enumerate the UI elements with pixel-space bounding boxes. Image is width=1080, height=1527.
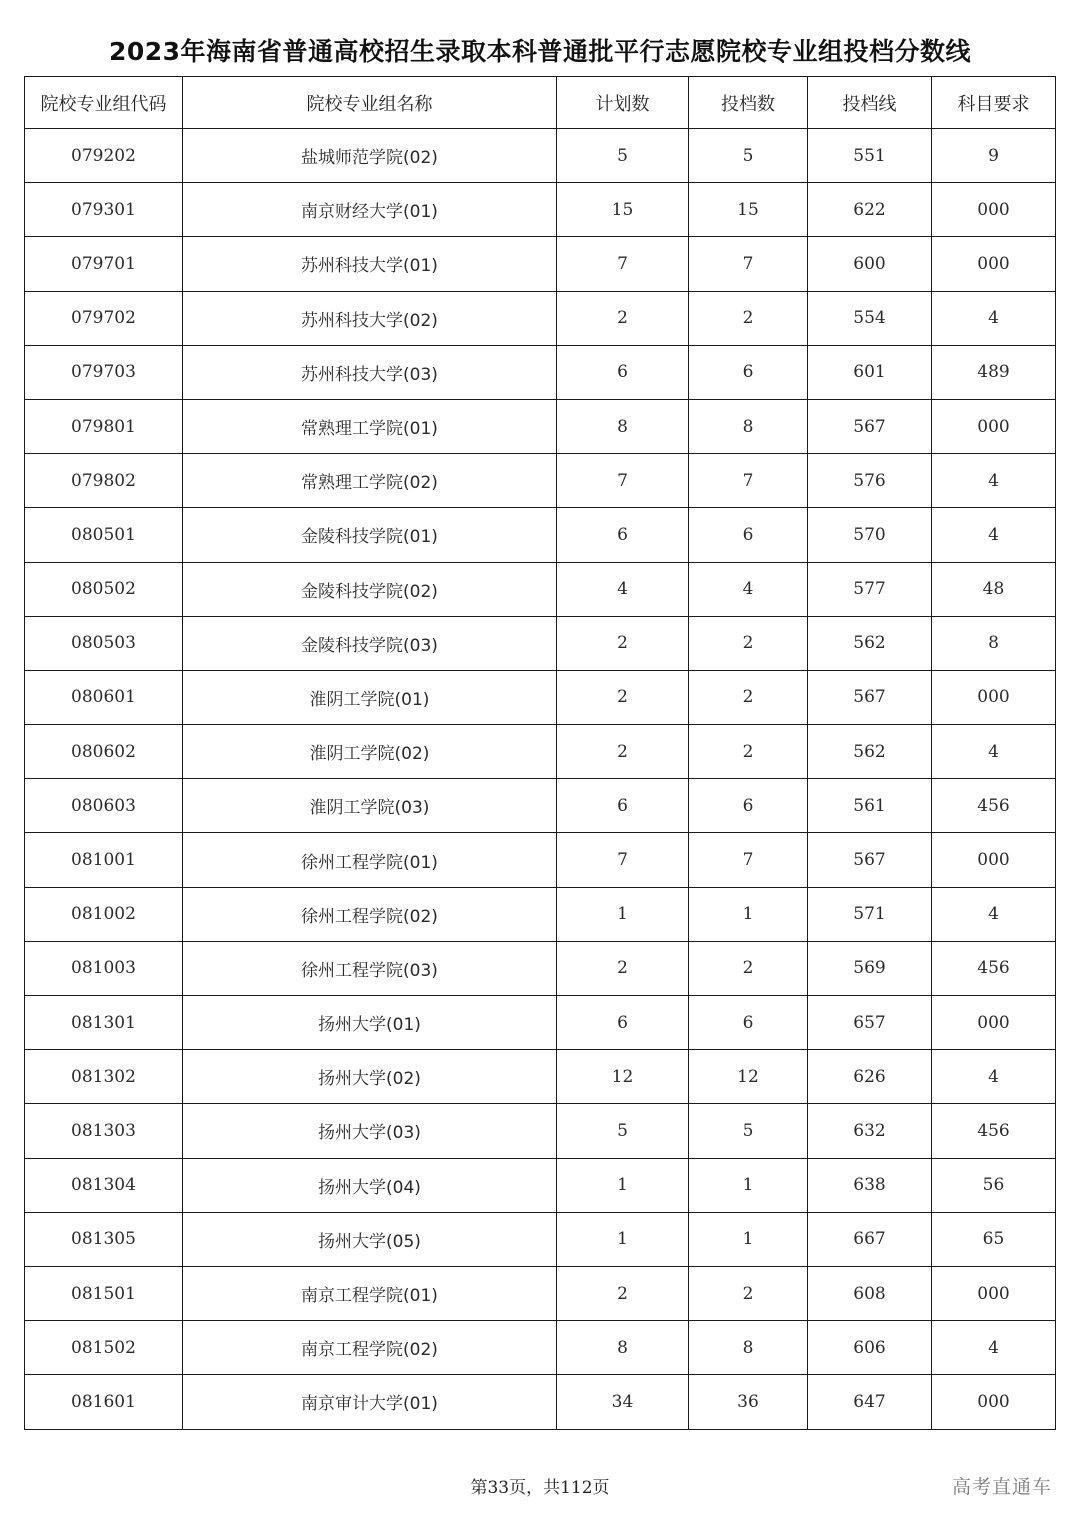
cell-group-code: 080501: [25, 508, 183, 562]
cell-subject-requirement: 9: [932, 129, 1056, 183]
cell-group-code: 079801: [25, 399, 183, 453]
table-row: [25, 399, 1056, 453]
cell-plan-count: 2: [557, 941, 689, 995]
cell-admitted-count: 7: [689, 833, 808, 887]
cell-subject-requirement: 456: [932, 779, 1056, 833]
cell-group-code: 081305: [25, 1212, 183, 1266]
table-row: [25, 941, 1056, 995]
cell-admitted-count: 2: [689, 725, 808, 779]
cell-group-name: 淮阴工学院(01): [183, 670, 557, 724]
cell-group-code: 081001: [25, 833, 183, 887]
cell-group-code: 079703: [25, 345, 183, 399]
cell-admitted-count: 7: [689, 454, 808, 508]
table-row: [25, 1104, 1056, 1158]
header-cutoff-score: 投档线: [808, 77, 932, 129]
table-body: [25, 129, 1056, 1430]
cell-group-name: 南京财经大学(01): [183, 183, 557, 237]
table-row: [25, 1375, 1056, 1429]
cell-cutoff-score: 608: [808, 1266, 932, 1320]
cell-cutoff-score: 567: [808, 833, 932, 887]
cell-group-name: 金陵科技学院(03): [183, 616, 557, 670]
cell-subject-requirement: 4: [932, 508, 1056, 562]
cell-group-name: 常熟理工学院(01): [183, 399, 557, 453]
table-row: [25, 237, 1056, 291]
cell-group-name: 盐城师范学院(02): [183, 129, 557, 183]
cell-cutoff-score: 657: [808, 996, 932, 1050]
cell-group-name: 苏州科技大学(01): [183, 237, 557, 291]
cell-cutoff-score: 632: [808, 1104, 932, 1158]
table-row: [25, 129, 1056, 183]
table-row: [25, 833, 1056, 887]
cell-admitted-count: 8: [689, 399, 808, 453]
cell-subject-requirement: 000: [932, 183, 1056, 237]
cell-group-name: 扬州大学(03): [183, 1104, 557, 1158]
cell-cutoff-score: 569: [808, 941, 932, 995]
cell-cutoff-score: 601: [808, 345, 932, 399]
cell-cutoff-score: 561: [808, 779, 932, 833]
cell-cutoff-score: 576: [808, 454, 932, 508]
cell-group-code: 079202: [25, 129, 183, 183]
cell-plan-count: 8: [557, 399, 689, 453]
cell-plan-count: 6: [557, 508, 689, 562]
cell-group-code: 079702: [25, 291, 183, 345]
cell-group-code: 080602: [25, 725, 183, 779]
cell-admitted-count: 6: [689, 345, 808, 399]
cell-admitted-count: 2: [689, 616, 808, 670]
header-subject-requirement: 科目要求: [932, 77, 1056, 129]
cell-subject-requirement: 4: [932, 1050, 1056, 1104]
cell-admitted-count: 7: [689, 237, 808, 291]
table-row: [25, 616, 1056, 670]
table-row: [25, 183, 1056, 237]
cell-subject-requirement: 8: [932, 616, 1056, 670]
cell-subject-requirement: 4: [932, 1321, 1056, 1375]
cell-subject-requirement: 48: [932, 562, 1056, 616]
cell-cutoff-score: 600: [808, 237, 932, 291]
cell-plan-count: 12: [557, 1050, 689, 1104]
cell-plan-count: 8: [557, 1321, 689, 1375]
table-row: [25, 1050, 1056, 1104]
table-row: [25, 670, 1056, 724]
cell-plan-count: 1: [557, 1212, 689, 1266]
cell-subject-requirement: 456: [932, 941, 1056, 995]
table-row: [25, 779, 1056, 833]
cell-subject-requirement: 4: [932, 454, 1056, 508]
cell-group-name: 苏州科技大学(02): [183, 291, 557, 345]
table-row: [25, 1158, 1056, 1212]
cell-plan-count: 5: [557, 129, 689, 183]
cell-group-name: 南京审计大学(01): [183, 1375, 557, 1429]
cell-group-name: 淮阴工学院(03): [183, 779, 557, 833]
header-admitted-count: 投档数: [689, 77, 808, 129]
table-row: [25, 291, 1056, 345]
table-row: [25, 508, 1056, 562]
cell-group-name: 扬州大学(01): [183, 996, 557, 1050]
cell-cutoff-score: 567: [808, 670, 932, 724]
table-row: [25, 345, 1056, 399]
cell-group-name: 常熟理工学院(02): [183, 454, 557, 508]
cell-group-code: 080601: [25, 670, 183, 724]
cell-plan-count: 2: [557, 670, 689, 724]
cell-admitted-count: 1: [689, 887, 808, 941]
table-row: [25, 725, 1056, 779]
cell-plan-count: 5: [557, 1104, 689, 1158]
cell-subject-requirement: 000: [932, 670, 1056, 724]
table-row: [25, 1212, 1056, 1266]
cell-admitted-count: 5: [689, 1104, 808, 1158]
cell-cutoff-score: 626: [808, 1050, 932, 1104]
cell-cutoff-score: 554: [808, 291, 932, 345]
page-number: 第33页，共112页: [470, 1478, 610, 1498]
table-row: [25, 887, 1056, 941]
cell-group-code: 079802: [25, 454, 183, 508]
cell-cutoff-score: 606: [808, 1321, 932, 1375]
table-row: [25, 562, 1056, 616]
cell-admitted-count: 5: [689, 129, 808, 183]
cell-group-name: 扬州大学(05): [183, 1212, 557, 1266]
table-row: [25, 454, 1056, 508]
cell-cutoff-score: 638: [808, 1158, 932, 1212]
cell-admitted-count: 6: [689, 779, 808, 833]
cell-group-name: 徐州工程学院(01): [183, 833, 557, 887]
cell-plan-count: 2: [557, 291, 689, 345]
cell-plan-count: 7: [557, 833, 689, 887]
header-group-name: 院校专业组名称: [183, 77, 557, 129]
cell-group-code: 081601: [25, 1375, 183, 1429]
cell-group-code: 081304: [25, 1158, 183, 1212]
watermark: 高考直通车: [951, 1476, 1052, 1498]
header-group-code: 院校专业组代码: [25, 77, 183, 129]
cell-admitted-count: 4: [689, 562, 808, 616]
cell-admitted-count: 1: [689, 1158, 808, 1212]
cell-group-name: 金陵科技学院(01): [183, 508, 557, 562]
cell-plan-count: 7: [557, 454, 689, 508]
cell-group-code: 081501: [25, 1266, 183, 1320]
cell-group-code: 080603: [25, 779, 183, 833]
cell-cutoff-score: 622: [808, 183, 932, 237]
cell-admitted-count: 1: [689, 1212, 808, 1266]
table-row: [25, 1321, 1056, 1375]
cell-cutoff-score: 551: [808, 129, 932, 183]
cell-cutoff-score: 647: [808, 1375, 932, 1429]
cell-cutoff-score: 571: [808, 887, 932, 941]
cell-subject-requirement: 456: [932, 1104, 1056, 1158]
cell-group-code: 080502: [25, 562, 183, 616]
cell-group-code: 081301: [25, 996, 183, 1050]
cell-group-name: 苏州科技大学(03): [183, 345, 557, 399]
cell-subject-requirement: 000: [932, 237, 1056, 291]
cell-subject-requirement: 000: [932, 1266, 1056, 1320]
cell-admitted-count: 2: [689, 291, 808, 345]
cell-admitted-count: 12: [689, 1050, 808, 1104]
score-table: [24, 76, 1056, 1430]
cell-cutoff-score: 667: [808, 1212, 932, 1266]
cell-plan-count: 1: [557, 887, 689, 941]
cell-admitted-count: 2: [689, 670, 808, 724]
cell-plan-count: 4: [557, 562, 689, 616]
cell-subject-requirement: 000: [932, 833, 1056, 887]
cell-admitted-count: 8: [689, 1321, 808, 1375]
cell-plan-count: 7: [557, 237, 689, 291]
cell-subject-requirement: 65: [932, 1212, 1056, 1266]
cell-cutoff-score: 562: [808, 725, 932, 779]
cell-group-name: 南京工程学院(02): [183, 1321, 557, 1375]
cell-cutoff-score: 570: [808, 508, 932, 562]
cell-plan-count: 2: [557, 1266, 689, 1320]
cell-group-code: 079701: [25, 237, 183, 291]
cell-group-name: 淮阴工学院(02): [183, 725, 557, 779]
cell-group-name: 南京工程学院(01): [183, 1266, 557, 1320]
page-title: 2023年海南省普通高校招生录取本科普通批平行志愿院校专业组投档分数线: [108, 37, 972, 66]
cell-admitted-count: 15: [689, 183, 808, 237]
cell-group-code: 081003: [25, 941, 183, 995]
cell-group-name: 扬州大学(04): [183, 1158, 557, 1212]
cell-subject-requirement: 000: [932, 399, 1056, 453]
cell-plan-count: 2: [557, 725, 689, 779]
cell-group-code: 080503: [25, 616, 183, 670]
cell-group-name: 金陵科技学院(02): [183, 562, 557, 616]
cell-cutoff-score: 577: [808, 562, 932, 616]
cell-plan-count: 1: [557, 1158, 689, 1212]
cell-cutoff-score: 562: [808, 616, 932, 670]
cell-subject-requirement: 56: [932, 1158, 1056, 1212]
cell-group-code: 081002: [25, 887, 183, 941]
cell-admitted-count: 36: [689, 1375, 808, 1429]
cell-plan-count: 6: [557, 345, 689, 399]
cell-plan-count: 6: [557, 996, 689, 1050]
cell-plan-count: 2: [557, 616, 689, 670]
table-row: [25, 996, 1056, 1050]
cell-group-name: 徐州工程学院(03): [183, 941, 557, 995]
cell-cutoff-score: 567: [808, 399, 932, 453]
cell-group-code: 081302: [25, 1050, 183, 1104]
cell-subject-requirement: 000: [932, 1375, 1056, 1429]
cell-subject-requirement: 489: [932, 345, 1056, 399]
cell-admitted-count: 6: [689, 996, 808, 1050]
cell-subject-requirement: 4: [932, 291, 1056, 345]
cell-subject-requirement: 4: [932, 725, 1056, 779]
cell-plan-count: 6: [557, 779, 689, 833]
cell-group-name: 扬州大学(02): [183, 1050, 557, 1104]
cell-plan-count: 34: [557, 1375, 689, 1429]
header-plan-count: 计划数: [557, 77, 689, 129]
cell-plan-count: 15: [557, 183, 689, 237]
table-row: [25, 1266, 1056, 1320]
cell-admitted-count: 2: [689, 941, 808, 995]
cell-group-code: 079301: [25, 183, 183, 237]
table-header-row: [25, 77, 1056, 129]
cell-admitted-count: 2: [689, 1266, 808, 1320]
cell-group-code: 081502: [25, 1321, 183, 1375]
cell-group-name: 徐州工程学院(02): [183, 887, 557, 941]
cell-admitted-count: 6: [689, 508, 808, 562]
cell-subject-requirement: 4: [932, 887, 1056, 941]
cell-subject-requirement: 000: [932, 996, 1056, 1050]
cell-group-code: 081303: [25, 1104, 183, 1158]
